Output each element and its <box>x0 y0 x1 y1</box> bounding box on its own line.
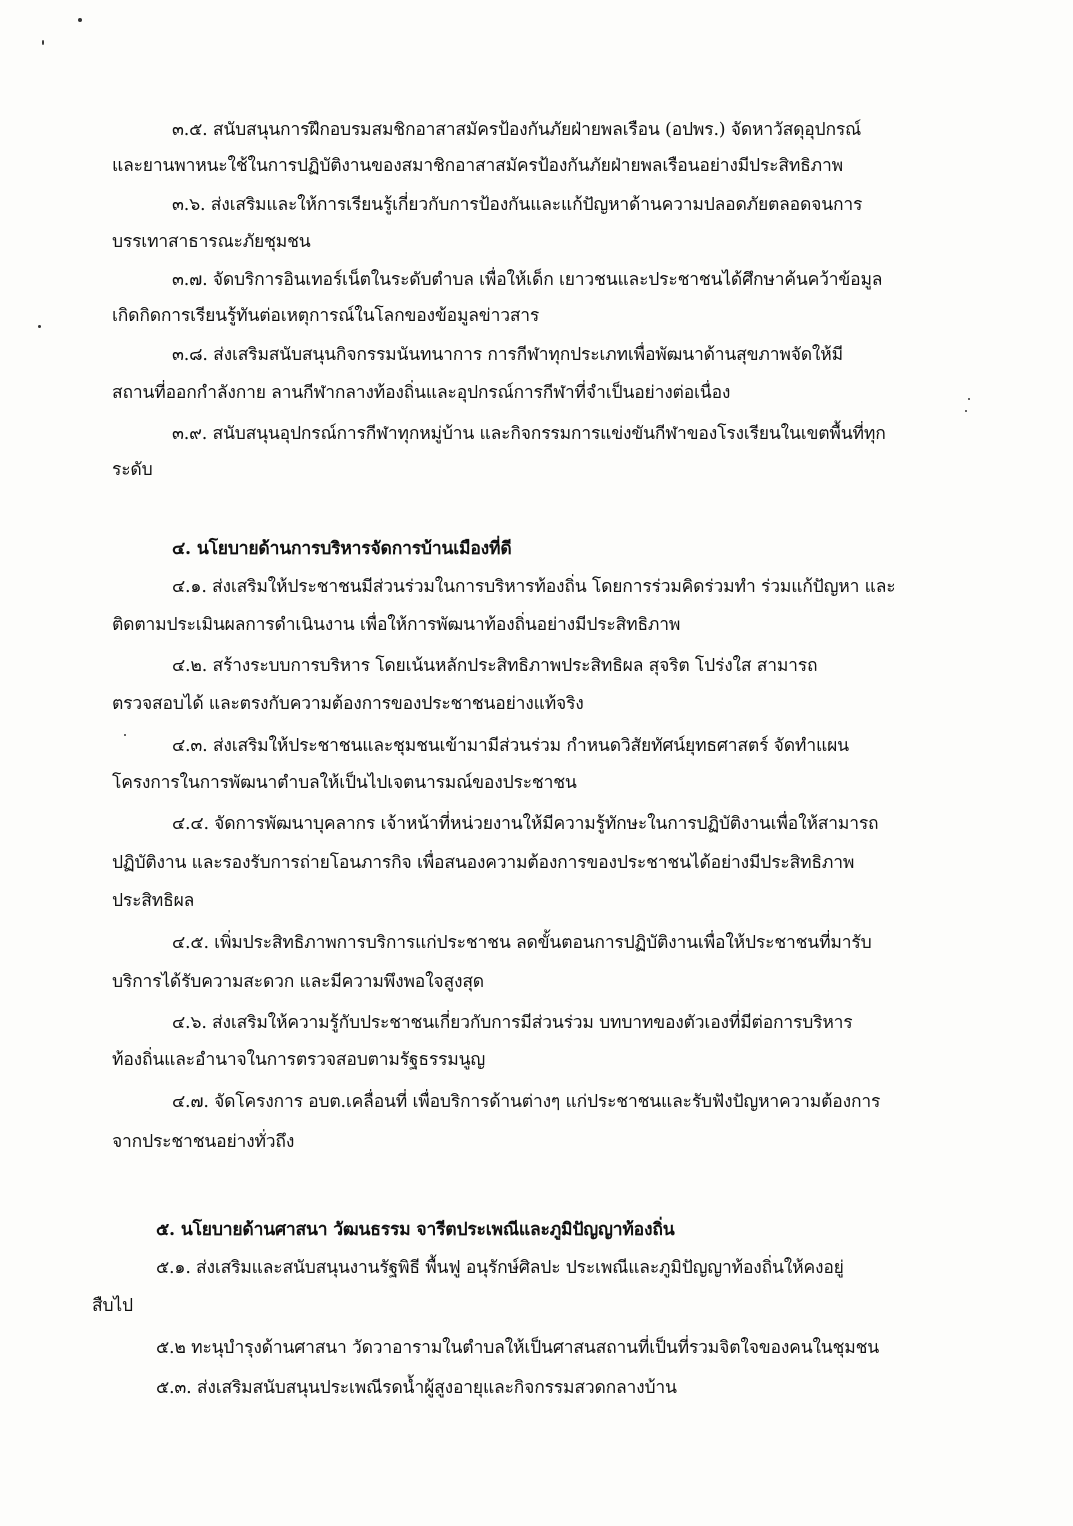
item-3-5-line-1: ๓.๕. สนับสนุนการฝึกอบรมสมชิกอาสาสมัครป้องกันภัยฝ่ายพลเรือน (อปพร.) จัดหาวัสดุอุปกรณ์ <box>172 120 862 140</box>
item-3-7-line-2: เกิดกิดการเรียนรู้ทันต่อเหตุการณ์ในโลกของข้อมูลข่าวสาร <box>112 306 540 326</box>
scan-speck <box>968 398 970 400</box>
item-4-5-line-1: ๔.๕. เพิ่มประสิทธิภาพการบริการแก่ประชาชน ลดขั้นตอนการปฏิบัติงานเพื่อให้ประชาชนที่มารับ <box>172 933 872 953</box>
scan-speck <box>124 734 126 736</box>
item-3-9-line-1: ๓.๙. สนับสนุนอุปกรณ์การกีฬาทุกหมู่บ้าน และกิจกรรมการแข่งขันกีฬาของโรงเรียนในเขตพื้นที่ทุก <box>172 424 886 444</box>
section-5-heading: ๕. นโยบายด้านศาสนา วัฒนธรรม จารีตประเพณีและภูมิปัญญาท้องถิ่น <box>156 1220 675 1240</box>
item-4-7-line-1: ๔.๗. จัดโครงการ อบต.เคลื่อนที่ เพื่อบริการด้านต่างๆ แก่ประชาชนและรับฟังปัญหาความต้องการ <box>172 1092 881 1112</box>
item-5-1-line-1: ๕.๑. ส่งเสริมและสนับสนุนงานรัฐพิธี พื้นฟู อนุรักษ์ศิลปะ ประเพณีและภูมิปัญญาท้องถิ่นให้คงอยู่ <box>156 1258 844 1278</box>
section-4-heading: ๔. นโยบายด้านการบริหารจัดการบ้านเมืองที่ดี <box>172 539 512 559</box>
item-3-8-line-1: ๓.๘. ส่งเสริมสนับสนุนกิจกรรมนันทนาการ การกีฬาทุกประเภทเพื่อพัฒนาด้านสุขภาพจัดให้มี <box>172 345 843 365</box>
item-3-6-line-2: บรรเทาสาธารณะภัยชุมชน <box>112 232 311 252</box>
item-4-2-line-2: ตรวจสอบได้ และตรงกับความต้องการของประชาชนอย่างแท้จริง <box>112 694 584 714</box>
item-4-7-line-2: จากประชาชนอย่างทั่วถึง <box>112 1132 295 1152</box>
item-5-2-line-1: ๕.๒ ทะนุบำรุงด้านศาสนา วัดวาอารามในตำบลให้เป็นศาสนสถานที่เป็นที่รวมจิตใจของคนในชุมชน <box>156 1338 880 1358</box>
item-4-6-line-1: ๔.๖. ส่งเสริมให้ความรู้กับประชาชนเกี่ยวกับการมีส่วนร่วม บทบาทของตัวเองที่มีต่อการบริหาร <box>172 1013 853 1033</box>
item-3-9-line-2: ระดับ <box>112 460 153 480</box>
item-3-8-line-2: สถานที่ออกกำลังกาย ลานกีฬากลางท้องถิ่นและอุปกรณ์การกีฬาที่จำเป็นอย่างต่อเนื่อง <box>112 383 731 403</box>
item-4-3-line-2: โครงการในการพัฒนาตำบลให้เป็นไปเจตนารมณ์ของประชาชน <box>112 773 577 793</box>
item-4-3-line-1: ๔.๓. ส่งเสริมให้ประชาชนและชุมชนเข้ามามีส่วนร่วม กำหนดวิสัยทัศน์ยุทธศาสตร์ จัดทำแผน <box>172 736 849 756</box>
item-3-7-line-1: ๓.๗. จัดบริการอินเทอร์เน็ตในระดับตำบล เพื่อให้เด็ก เยาวชนและประชาชนได้ศึกษาค้นคว้าข้อมูล <box>172 270 883 290</box>
item-4-1-line-2: ติดตามประเมินผลการดำเนินงาน เพื่อให้การพัฒนาท้องถิ่นอย่างมีประสิทธิภาพ <box>112 615 681 635</box>
item-4-6-line-2: ท้องถิ่นและอำนาจในการตรวจสอบตามรัฐธรรมนูญ <box>112 1050 486 1070</box>
item-3-5-line-2: และยานพาหนะใช้ในการปฏิบัติงานของสมาชิกอาสาสมัครป้องกันภัยฝ่ายพลเรือนอย่างมีประสิทธิภาพ <box>112 156 843 176</box>
item-3-6-line-1: ๓.๖. ส่งเสริมและให้การเรียนรู้เกี่ยวกับการป้องกันและแก้ปัญหาด้านความปลอดภัยตลอดจนการ <box>172 195 863 215</box>
item-4-5-line-2: บริการได้รับความสะดวก และมีความพึงพอใจสูงสุด <box>112 972 484 992</box>
scan-speck <box>78 18 82 22</box>
scan-speck <box>42 40 44 45</box>
scan-speck <box>38 325 41 328</box>
item-4-4-line-1: ๔.๔. จัดการพัฒนาบุคลากร เจ้าหน้าที่หน่วยงานให้มีความรู้ทักษะในการปฏิบัติงานเพื่อให้สามารถ <box>172 814 879 834</box>
item-4-2-line-1: ๔.๒. สร้างระบบการบริหาร โดยเน้นหลักประสิทธิภาพประสิทธิผล สุจริต โปร่งใส สามารถ <box>172 656 818 676</box>
item-4-1-line-1: ๔.๑. ส่งเสริมให้ประชาชนมีส่วนร่วมในการบริหารท้องถิ่น โดยการร่วมคิดร่วมทำ ร่วมแก้ปัญหา และ <box>172 577 896 597</box>
item-5-3-line-1: ๕.๓. ส่งเสริมสนับสนุนประเพณีรดน้ำผู้สูงอายุและกิจกรรมสวดกลางบ้าน <box>156 1378 677 1398</box>
scan-speck <box>965 410 967 412</box>
item-4-4-line-2: ปฏิบัติงาน และรองรับการถ่ายโอนภารกิจ เพื่อสนองความต้องการของประชาชนได้อย่างมีประสิทธิภาพ <box>112 853 855 873</box>
item-5-1-line-2: สืบไป <box>92 1296 133 1316</box>
item-4-4-line-3: ประสิทธิผล <box>112 891 195 911</box>
